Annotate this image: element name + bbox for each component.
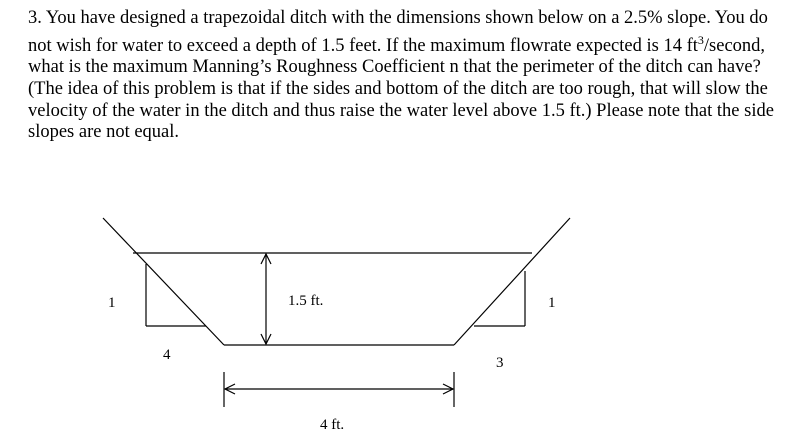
problem-text-part-2: /second, what is the maximum Manning’s Roughness Coefficient n that the perimeter of the ditch can have? (The idea of this problem is that if the sides and bottom of the ditch are too rough, that will slow the velocity of the water in the ditch and thus raise the water level above 1.5 ft.) Please note that the side slopes are not equal.: [28, 35, 774, 143]
depth-label: 1.5 ft.: [288, 293, 324, 309]
units-exponent: 3: [697, 32, 704, 47]
bottom-width-label: 4 ft.: [320, 417, 345, 433]
right-slope-rise-label: 1: [548, 295, 556, 311]
left-slope-run-label: 4: [163, 347, 171, 363]
problem-text-part-1: You have designed a trapezoidal ditch with the dimensions shown below on a 2.5% slope. You do not wish for water to exceed a depth of 1.5 feet. If the maximum flowrate expected is 14 ft: [28, 8, 768, 56]
problem-number: 3.: [28, 8, 42, 28]
right-slope-run-label: 3: [496, 355, 504, 371]
left-slope-rise-label: 1: [108, 295, 116, 311]
